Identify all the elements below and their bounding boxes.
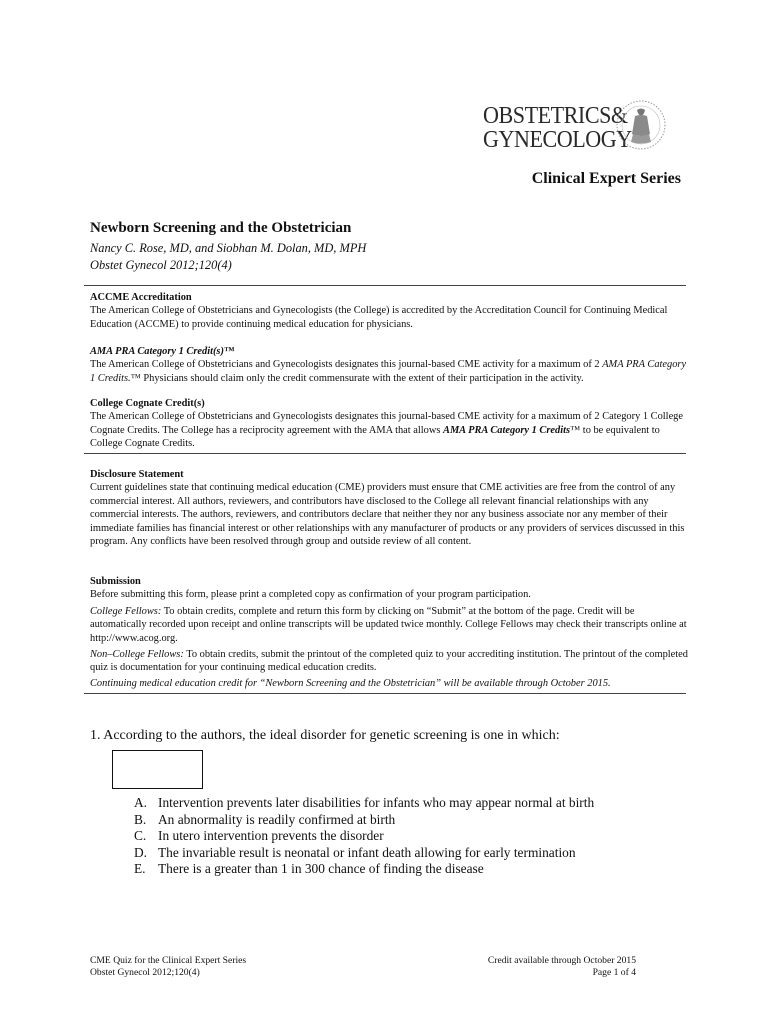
choice-text: The invariable result is neonatal or infant death allowing for early termination [158, 844, 576, 860]
cognate-body-pre: The American College of Obstetricians and Gynecologists designates this journal-based CME activity for a maximum of 2 Category 1 College Cognate Credits. The College has a reciprocity agreement with the AMA that allows [90, 411, 683, 436]
choice-letter: A. [134, 795, 148, 810]
choice-letter: E. [134, 861, 146, 876]
ama-heading: AMA PRA Category 1 Credit(s)™ [90, 346, 235, 357]
cognate-section [90, 397, 690, 451]
choice-letter: B. [134, 811, 147, 827]
disclosure-body: Current guidelines state that continuing medical education (CME) providers must ensure that CME activities are free from the control of any commercial interest. All authors, reviewers, and contributors have disclosed to the College all relevant financial relationships with any commercial interests. The authors, reviewers, and contributors declare that neither they nor any business associate nor any member of their immediate families has financial interest or other relationships with any manufacturer of products or any providers of services discussed in this program. Any conflicts have been resolved through group and outside review of all content. [90, 482, 685, 548]
submission-heading: Submission [90, 576, 141, 587]
choice-text: There is a greater than 1 in 300 chance of finding the disease [158, 861, 484, 876]
article-authors: Nancy C. Rose, MD, and Siobhan M. Dolan, MD, MPH [90, 241, 367, 255]
answer-input-box[interactable] [112, 750, 203, 789]
choice-a [134, 795, 594, 812]
cognate-body-post: ™ to be equivalent to College Cognate Credits. [90, 424, 660, 450]
logo-line-1: OBSTETRICS& [483, 103, 628, 129]
footer-citation: Obstet Gynecol 2012;120(4) [90, 967, 200, 978]
footer-credit-availability: Credit available through October 2015 [487, 955, 636, 966]
nonfellows-label: Non–College Fellows: [90, 649, 184, 661]
submission-intro: Before submitting this form, please print a completed copy as confirmation of your program participation. [90, 589, 531, 601]
disclosure-section [90, 468, 690, 548]
disclosure-heading: Disclosure Statement [90, 469, 184, 480]
availability-note: Continuing medical education credit for “Newborn Screening and the Obstetrician” will be available through October 2015. [90, 677, 611, 689]
footer-left [90, 955, 246, 979]
series-title: Clinical Expert Series [531, 170, 681, 187]
cognate-heading: College Cognate Credit(s) [90, 398, 205, 409]
footer-quiz-name: CME Quiz for the Clinical Expert Series [90, 955, 247, 966]
accme-body: The American College of Obstetricians and Gynecologists (the College) is accredited by the Accreditation Council for Continuing Medical Education (ACCME) to provide continuing medical education for physicians. [90, 305, 668, 330]
college-seal-icon [615, 96, 667, 154]
nonfellows-body: To obtain credits, submit the printout of the completed quiz to your accrediting institution. The printout of the completed quiz is documentation for your continuing medical education credits. [90, 649, 688, 674]
accme-heading: ACCME Accreditation [90, 292, 192, 303]
choice-text: An abnormality is readily confirmed at birth [158, 811, 396, 827]
ama-body-pre: The American College of Obstetricians and Gynecologists designates this journal-based CME activity for a maximum of 2 [90, 359, 603, 371]
top-divider [84, 285, 686, 286]
article-citation: Obstet Gynecol 2012;120(4) [90, 258, 232, 272]
choice-d [134, 845, 594, 862]
middle-divider [84, 453, 686, 454]
ama-body-em: AMA PRA Category 1 Credits. [90, 359, 687, 384]
submission-section [90, 575, 690, 690]
choice-letter: C. [134, 828, 147, 843]
cognate-body-em: AMA PRA Category 1 Credits [443, 424, 571, 436]
journal-logo [483, 104, 673, 164]
choice-b [134, 812, 594, 829]
choice-text: In utero intervention prevents the disorder [158, 828, 384, 843]
nonfellows-paragraph [90, 648, 690, 675]
page-number: Page 1 of 4 [592, 967, 636, 978]
choice-text: Intervention prevents later disabilities for infants who may appear normal at birth [158, 795, 595, 810]
choice-c [134, 828, 594, 845]
question-1: 1. According to the authors, the ideal disorder for genetic screening is one in which: [90, 728, 560, 743]
bottom-divider [84, 693, 686, 694]
choice-e [134, 861, 594, 878]
footer-right [488, 955, 636, 979]
fellows-label: College Fellows: [90, 605, 162, 617]
article-title: Newborn Screening and the Obstetrician [90, 220, 352, 236]
ama-section [90, 345, 690, 385]
accme-section [90, 291, 690, 331]
fellows-paragraph [90, 605, 690, 645]
answer-choices [134, 795, 594, 878]
ama-body-post: ™ Physicians should claim only the credit commensurate with the extent of their participation in the activity. [130, 372, 584, 384]
logo-line-2: GYNECOLOGY [483, 127, 632, 153]
choice-letter: D. [134, 844, 148, 860]
fellows-body: To obtain credits, complete and return this form by clicking on “Submit” at the bottom of the page. Credit will be automatically recorded upon receipt and online transcripts will be updated twice monthly. College Fellows may check their transcripts online at http://www.acog.org. [90, 605, 687, 644]
